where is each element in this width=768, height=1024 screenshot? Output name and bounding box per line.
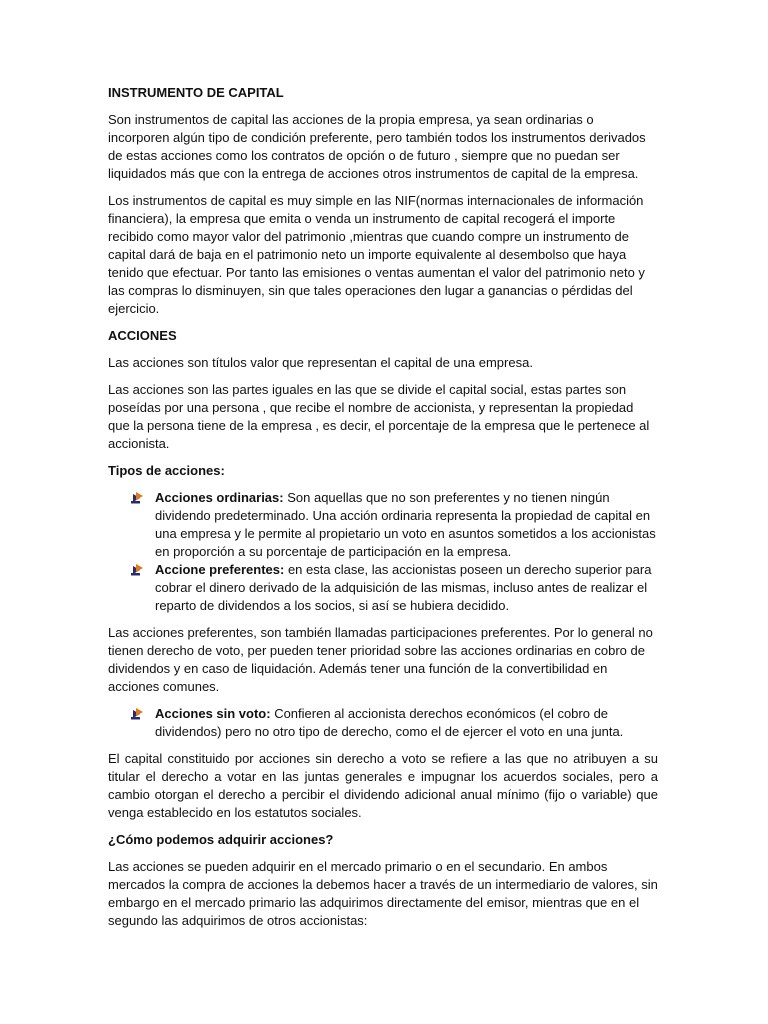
paragraph-instrumentos: Son instrumentos de capital las acciones de la propia empresa, ya sean ordinarias o incorporen algún tipo de condición preferente, pero también todos los instrumentos derivados de estas acciones como los contratos de opción o de futuro , siempre que no puedan ser liquidados más que con la entrega de acciones otros instrumentos de capital de la empresa.	[108, 112, 646, 181]
list-item	[155, 561, 658, 615]
section-heading-adquirir: ¿Cómo podemos adquirir acciones?	[108, 832, 334, 847]
bullet-term: Acciones ordinarias:	[155, 490, 284, 505]
arrow-bullet-icon	[131, 708, 145, 720]
bullet-term: Accione preferentes:	[155, 562, 285, 577]
list-item	[155, 705, 658, 741]
section-heading-tipos: Tipos de acciones:	[108, 463, 225, 478]
bullet-text: en esta clase, las accionistas poseen un derecho superior para cobrar el dinero derivado de la adquisición de las mismas, incluso antes de realizar el reparto de dividendos a los socios, si así se hubiera decidido.	[155, 562, 652, 613]
bullet-list-tipos	[108, 489, 658, 615]
paragraph-acciones-partes: Las acciones son las partes iguales en las que se divide el capital social, estas partes son poseídas por una persona , que recibe el nombre de accionista, y representan la propiedad que la persona tiene de la empresa , es decir, el porcentaje de la empresa que le pertenece al accionista.	[108, 382, 650, 451]
arrow-bullet-icon	[131, 564, 145, 576]
bullet-list-sin-voto	[108, 705, 658, 741]
arrow-bullet-icon	[131, 492, 145, 504]
paragraph-preferentes: Las acciones preferentes, son también llamadas participaciones preferentes. Por lo general no tienen derecho de voto, per pueden tener prioridad sobre las acciones ordinarias en cobro de dividendos y en caso de liquidación. Además tener una función de la convertibilidad en acciones comunes.	[108, 625, 653, 694]
list-item	[155, 489, 658, 561]
bullet-text: Son aquellas que no son preferentes y no tienen ningún dividendo predeterminado. Una acción ordinaria representa la propiedad de capital en una empresa y le permite al propietario un voto en asuntos sometidos a los accionistas en proporción a su porcentaje de participación en la empresa.	[155, 490, 656, 559]
paragraph-nif: Los instrumentos de capital es muy simple en las NIF(normas internacionales de información financiera), la empresa que emita o venda un instrumento de capital recogerá el importe recibido como mayor valor del patrimonio ,mientras que cuando compre un instrumento de capital dará de baja en el patrimonio neto un importe equivalente al desembolso que haya tenido que efectuar. Por tanto las emisiones o ventas aumentan el valor del patrimonio neto y las compras lo disminuyen, sin que tales operaciones den lugar a ganancias o pérdidas del ejercicio.	[108, 193, 645, 316]
bullet-text: Confieren al accionista derechos económicos (el cobro de dividendos) pero no otro tipo de derecho, como el de ejercer el voto en una junta.	[155, 706, 624, 739]
section-heading-acciones: ACCIONES	[108, 328, 177, 343]
paragraph-acciones-definicion: Las acciones son títulos valor que representan el capital de una empresa.	[108, 355, 533, 370]
document-title: INSTRUMENTO DE CAPITAL	[108, 85, 284, 100]
paragraph-capital-sin-voto: El capital constituido por acciones sin derecho a voto se refiere a las que no atribuyen a su titular el derecho a votar en las juntas generales e impugnar los acuerdos sociales, pero a cambio otorgan el derecho a percibir el dividendo adicional anual mínimo (fijo o variable) que venga establecido en los estatutos sociales.	[108, 751, 658, 820]
bullet-term: Acciones sin voto:	[155, 706, 271, 721]
paragraph-mercados: Las acciones se pueden adquirir en el mercado primario o en el secundario. En ambos mercados la compra de acciones la debemos hacer a través de un intermediario de valores, sin embargo en el mercado primario las adquirimos directamente del emisor, mientras que en el segundo las adquirimos de otros accionistas:	[108, 859, 658, 928]
